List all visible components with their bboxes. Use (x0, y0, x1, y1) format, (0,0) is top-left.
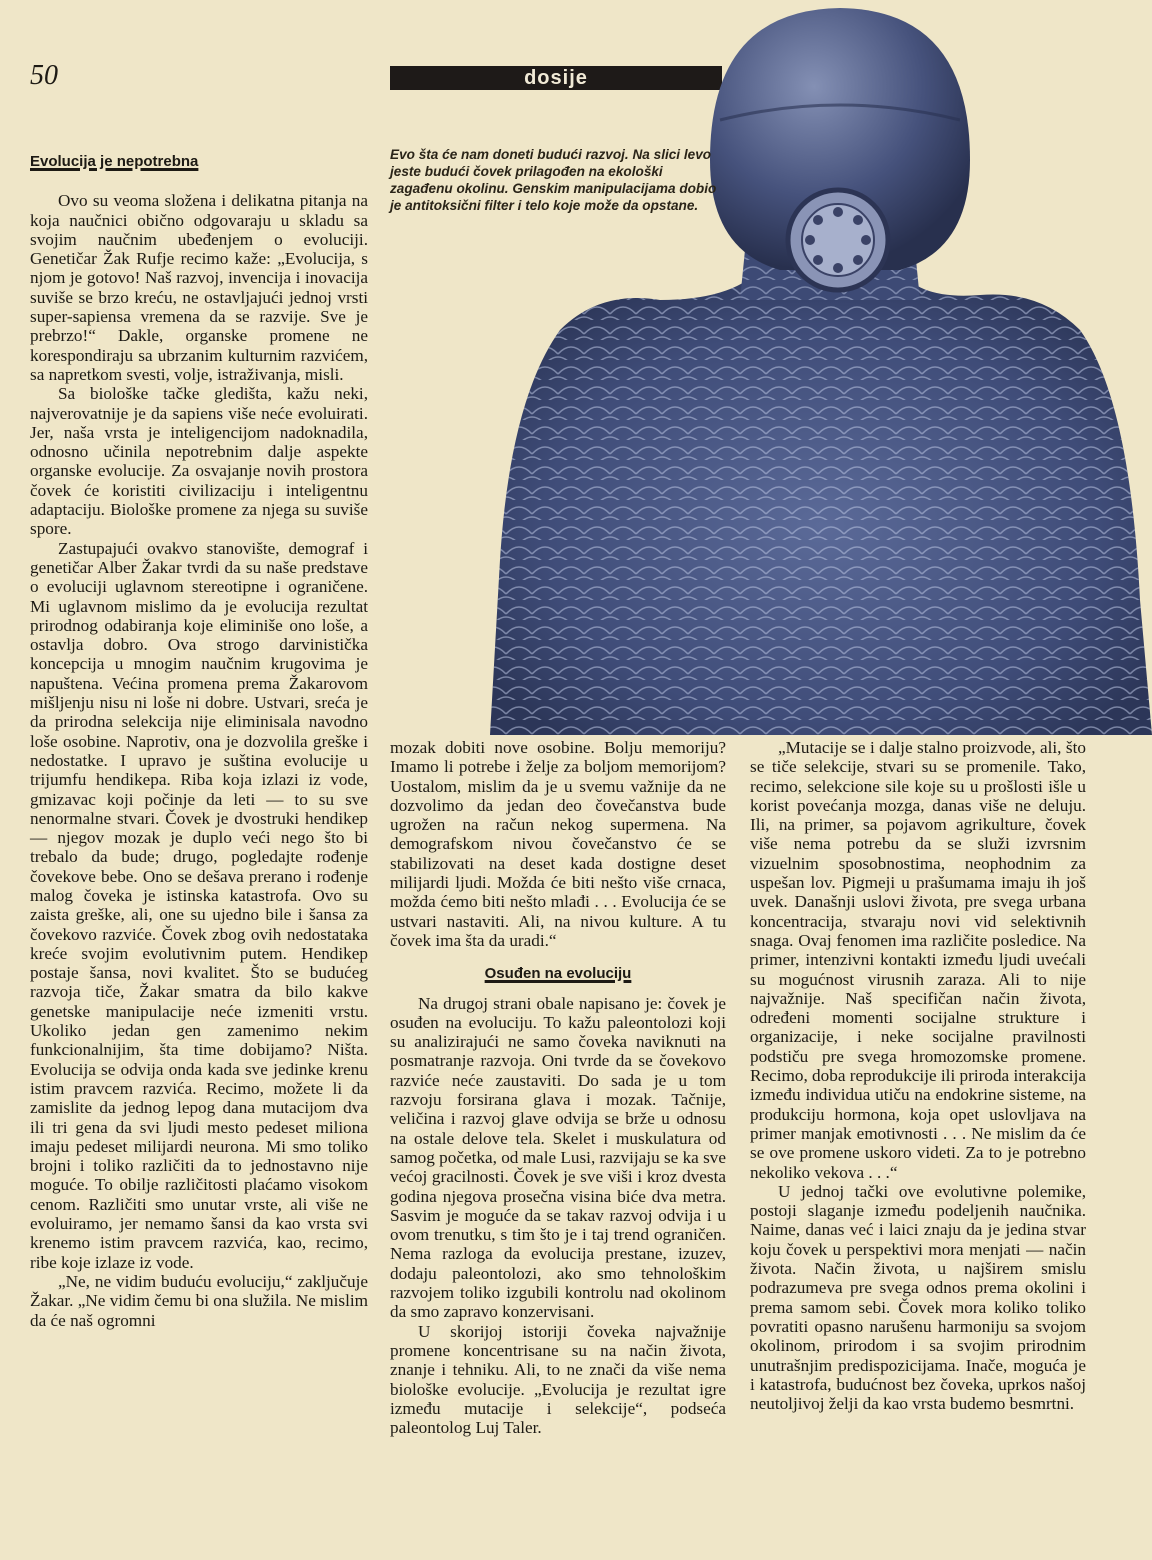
article-column-1 (30, 152, 368, 1330)
subheading-evolution-unnecessary: Evolucija je nepotrebna (30, 153, 199, 170)
paragraph: U skorijoj istoriji čoveka najvažnije promene koncentrisane su na način života, znanje i tehniku. Ali, to ne znači da više nema biološke evolucije. „Evolucija je rezultat igre između mutacije i selekcije“, podseća paleontolog Luj Taler. (390, 1321, 726, 1438)
paragraph: „Ne, ne vidim buduću evoluciju,“ zaključuje Žakar. „Ne vidim čemu bi ona služila. Ne mislim da će naš ogromni (30, 1271, 368, 1330)
paragraph: Zastupajući ovakvo stanovište, demograf i genetičar Alber Žakar tvrdi da su naše predstave o evoluciji uglavnom stereotipne i ograničene. Mi uglavnom mislimo da je evolucija rezultat prirodnog odabiranja koje eliminiše ono loše, a ostavlja dobro. Ova strogo darvinistička koncepcija u mnogim naučnim krugovima je napuštena. Većina promena prema Žakarovom mišljenju nisu ni loše ni dobre. Ustvari, sreća je da prirodna selekcija nije eliminisala navodno loše osobine. Naprotiv, ona je dozvolila greške i nedostatke. I upravo je suština evolucije u trijumfu hendikepa. Riba koja izlazi iz vode, gmizavac koji počinje da leti — to su sve nenormalne stvari. Čovek je dvostruki hendikep — njegov mozak je duplo veći nego što bi trebalo da bude; drugo, pogledajte rođenje čovekove bebe. Ono se dešava prerano i rođenje malog čoveka je istinska katastrofa. Ovo su zaista greške, ali, one su ujedno bile i šansa za čovekovo razviće. Čovek zbog ovih nedostataka kreće svojim evolutivnim putem. Hendikep postaje šansa, novi kvalitet. Što se budućeg razvoja tiče, Žakar smatra da bilo kakve genetske manipulacije neće izmeniti vrstu. Ukoliko jedan gen zamenimo nekim funkcionalnijim, šta time dobijamo? Ništa. Evolucija se odvija onda kada sve jedinke krenu istim pravcem razvića. Recimo, možete li da zamislite da jednog lepog dana mutacijom dva ili tri gena da svi ljudi mesto pedeset miliona imaju pedeset milijardi neurona. Mi smo toliko brojni i toliko različiti da to jednostavno nije moguće. To obilje različitosti plaćamo visokom cenom. Različiti smo unutar vrste, ali više ne evoluiramo, jer nemamo šansi da kao vrsta svi krenemo istim pravcem razvića, kao, recimo, ribe koje izlaze iz vode. (30, 538, 368, 1272)
paragraph-continued: mozak dobiti nove osobine. Bolju memoriju? Imamo li potrebe i želje za boljom memorijom? Uostalom, mislim da je u svemu važnije da ne dozvolimo da jedan deo čovečanstva bude ugrožen na račun nekog supermena. Na demografskom nivou čovečanstvo će se stabilizovati na deset kada dostigne deset milijardi ljudi. Možda će biti nešto više crnaca, možda ćemo biti nešto mlađi . . . Evolucija će se ustvari nastaviti. Ali, na nivou kulture. A tu čovek ima šta da uradi.“ (390, 738, 726, 950)
page-number: 50 (30, 60, 58, 91)
subheading-doomed-to-evolution: Osuđen na evoluciju (484, 965, 632, 983)
article-column-3 (750, 738, 1086, 1413)
paragraph: Sa biološke tačke gledišta, kažu neki, najverovatnije je da sapiens više neće evoluirati. Jer, naša vrsta je inteligencijom nadoknadila, odnosno učinila nepotrebnim dalje aspekte organske evolucije. Za osvajanje novih prostora čovek će koristiti civilizaciju i inteligentnu adaptaciju. Biološke promene za njega su suviše spore. (30, 384, 368, 539)
article-column-2 (390, 738, 726, 1437)
paragraph: U jednoj tački ove evolutivne polemike, postoji slaganje između podeljenih naučnika. Naime, danas već i laici znaju da je jedina stvar koju čovek u perspektivi mora menjati — način života. Način života, u najširem smislu podrazumeva pre svega odnos prema okolini i prema samom sebi. Čovek mora koliko toliko povratiti opasno narušenu harmoniju sa svojom okolinom, prirodom i sa svojim prirodnim unutrašnjim predispozicijama. Inače, moguća je i katastrofa, budućnost bez čoveka, uprkos našoj neutoljivoj želji da kao vrsta budemo besmrtni. (750, 1181, 1086, 1414)
image-caption: Evo šta će nam doneti budući razvoj. Na slici levo jeste budući čovek prilagođen na ekološki zagađenu okolinu. Genskim manipulacijama dobio je antitoksični filter i telo koje može da opstane. (390, 147, 717, 213)
paragraph: Na drugoj strani obale napisano je: čovek je osuđen na evoluciju. To kažu paleontolozi koji su analizirajući ne samo čoveka naviknuti na posmatranje razvoja. Oni tvrde da se čovekovo razviće neće zaustaviti. Do sada je u tom razvoju forsirana glava i mozak. Tačnije, veličina i razvoj glave odvija se brže u odnosu na ostale delove tela. Skelet i muskulatura od samog početka, od male Lusi, razvijaju se ka sve većoj gracilnosti. Čovek je sve viši i kroz dvesta godina njegova prosečna visina biće dva metra. Sasvim je moguće da se takav razvoj odvija i u ovom trenutku, s tim što je i taj trend ograničen. Nema razloga da evolucija prestane, izuzev, dodaju paleontolozi, ako smo tehnološkim razvojem toliko izgubili kontrolu nad okolinom da smo zapravo konzervisani. (390, 993, 727, 1322)
paragraph: Ovo su veoma složena i delikatna pitanja na koja naučnici obično odgovaraju u skladu sa svojim naučnim ubeđenjem o evoluciji. Genetičar Žak Rufje recimo kaže: „Evolucija, s njom je gotovo! Naš razvoj, invencija i inovacija suviše se brzo kreću, ne ostavljajući jednoj vrsti super-sapiensa vremena da se razvije. Sve je prebrzo!“ Dakle, organske promene ne korespondiraju sa ubrzanim kulturnim razvićem, sa napretkom svesti, volje, istraživanja, misli. (30, 191, 368, 384)
illustration-gasmask-man (480, 0, 1152, 735)
section-header: dosije (390, 66, 722, 90)
paragraph: „Mutacije se i dalje stalno proizvode, ali, što se tiče selekcije, stvari su se promenile. Tako, recimo, selekcione sile koje su u prošlosti išle u korist povećanja mozga, danas više ne deluju. Ili, na primer, sa pojavom agrikulture, čovek više nema potrebu da se služi izvrsnim vizuelnim sposobnostima, neophodnim za uspešan lov. Pigmeji u prašumama imaju ih još uvek. Današnji uslovi života, pre svega urbana koncentracija, stvaraju novi vid selektivnih snaga. Ovaj fenomen ima različite posledice. Na primer, intenzivni kontakti između ljudi uvećali su mogućnost virusnih zaraza. Ali to nije najvažnije. Naš specifičan način života, određeni momenti socijalne strukture i organizacije, i neke socijalne pravilnosti podstiču pre svega hromozomske promene. Recimo, doba reprodukcije ili priroda interakcija između individua utiču na endokrine sisteme, na produkciju hormona, koja opet uslovljava na primer manjak emotivnosti . . . Ne mislim da će se ove promene uskoro videti. Za to je potrebno nekoliko vekova . . .“ (750, 738, 1086, 1182)
